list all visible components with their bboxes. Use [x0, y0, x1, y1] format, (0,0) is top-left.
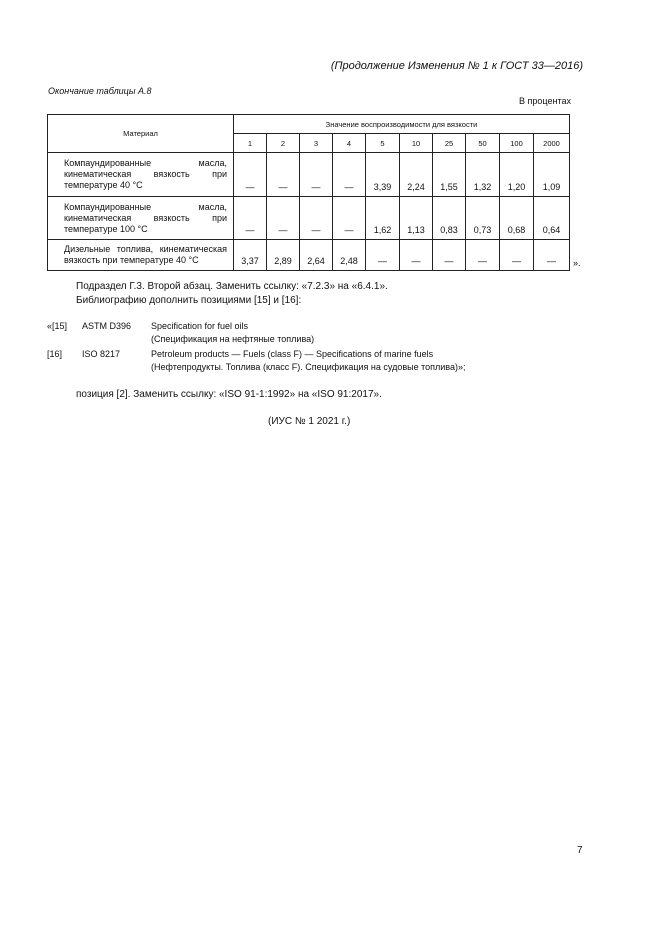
bib-entry-title-ru: (Нефтепродукты. Топлива (класс F). Спецификация на судовые топлива)»;	[151, 362, 466, 372]
ius-reference: (ИУС № 1 2021 г.)	[268, 416, 351, 427]
viscosity-header: 25	[433, 134, 466, 153]
viscosity-header: 50	[466, 134, 500, 153]
bib-entry-num: [16]	[47, 349, 63, 359]
value-cell: 0,83	[433, 197, 466, 240]
viscosity-header: 10	[400, 134, 433, 153]
viscosity-header: 3	[300, 134, 333, 153]
reproducibility-table	[47, 114, 570, 271]
value-cell: 2,64	[300, 240, 333, 271]
units-label: В процентах	[519, 96, 571, 106]
value-cell: —	[234, 153, 267, 197]
value-cell: —	[300, 153, 333, 197]
table-caption: Окончание таблицы А.8	[48, 86, 152, 96]
value-cell: —	[366, 240, 400, 271]
value-cell: 1,62	[366, 197, 400, 240]
value-cell: —	[300, 197, 333, 240]
bib-entry-title-en: Petroleum products — Fuels (class F) — Specifications of marine fuels	[151, 349, 434, 359]
table-row	[48, 240, 570, 271]
value-cell: 1,13	[400, 197, 433, 240]
table-closing-mark: ».	[573, 258, 581, 268]
bib-entry-num: «[15]	[47, 321, 68, 331]
table-row	[48, 153, 570, 197]
material-cell: Дизельные топлива, кинематическая вязкость при температуре 40 °C	[48, 240, 234, 271]
material-cell: Компаундированные масла, кинематическая вязкость при температуре 40 °C	[48, 153, 234, 197]
viscosity-header: 1	[234, 134, 267, 153]
value-cell: —	[534, 240, 570, 271]
position2-text: позиция [2]. Заменить ссылку: «ISO 91-1:1992» на «ISO 91:2017».	[76, 389, 382, 400]
bib-entry-title-en: Specification for fuel oils	[151, 321, 249, 331]
value-cell: 2,89	[267, 240, 300, 271]
bibliography-add-text: Библиографию дополнить позициями [15] и [16]:	[76, 295, 302, 306]
value-cell: —	[400, 240, 433, 271]
value-cell: —	[267, 153, 300, 197]
value-cell: 3,37	[234, 240, 267, 271]
viscosity-header: 4	[333, 134, 366, 153]
bib-entry-code: ISO 8217	[82, 349, 121, 359]
value-cell: 1,09	[534, 153, 570, 197]
value-cell: —	[234, 197, 267, 240]
table-row	[48, 197, 570, 240]
value-cell: 3,39	[366, 153, 400, 197]
value-cell: 0,73	[466, 197, 500, 240]
material-header: Материал	[48, 115, 234, 153]
page-number: 7	[577, 845, 583, 856]
viscosity-header: 100	[500, 134, 534, 153]
subsection-g3-text: Подраздел Г.3. Второй абзац. Заменить ссылку: «7.2.3» на «6.4.1».	[76, 281, 388, 292]
group-header: Значение воспроизводимости для вязкости	[234, 115, 570, 134]
value-cell: —	[433, 240, 466, 271]
value-cell: —	[466, 240, 500, 271]
value-cell: 1,32	[466, 153, 500, 197]
viscosity-header: 2	[267, 134, 300, 153]
value-cell: —	[333, 197, 366, 240]
bib-entry-title-ru: (Спецификация на нефтяные топлива)	[151, 334, 315, 344]
bib-entry-code: ASTM D396	[82, 321, 132, 331]
value-cell: 2,48	[333, 240, 366, 271]
value-cell: —	[333, 153, 366, 197]
value-cell: 0,68	[500, 197, 534, 240]
value-cell: 0,64	[534, 197, 570, 240]
page-header: (Продолжение Изменения № 1 к ГОСТ 33—2016)	[330, 60, 583, 72]
value-cell: 1,20	[500, 153, 534, 197]
material-cell: Компаундированные масла, кинематическая вязкость при температуре 100 °C	[48, 197, 234, 240]
value-cell: 2,24	[400, 153, 433, 197]
value-cell: —	[267, 197, 300, 240]
value-cell: 1,55	[433, 153, 466, 197]
value-cell: —	[500, 240, 534, 271]
viscosity-header: 5	[366, 134, 400, 153]
viscosity-header: 2000	[534, 134, 570, 153]
